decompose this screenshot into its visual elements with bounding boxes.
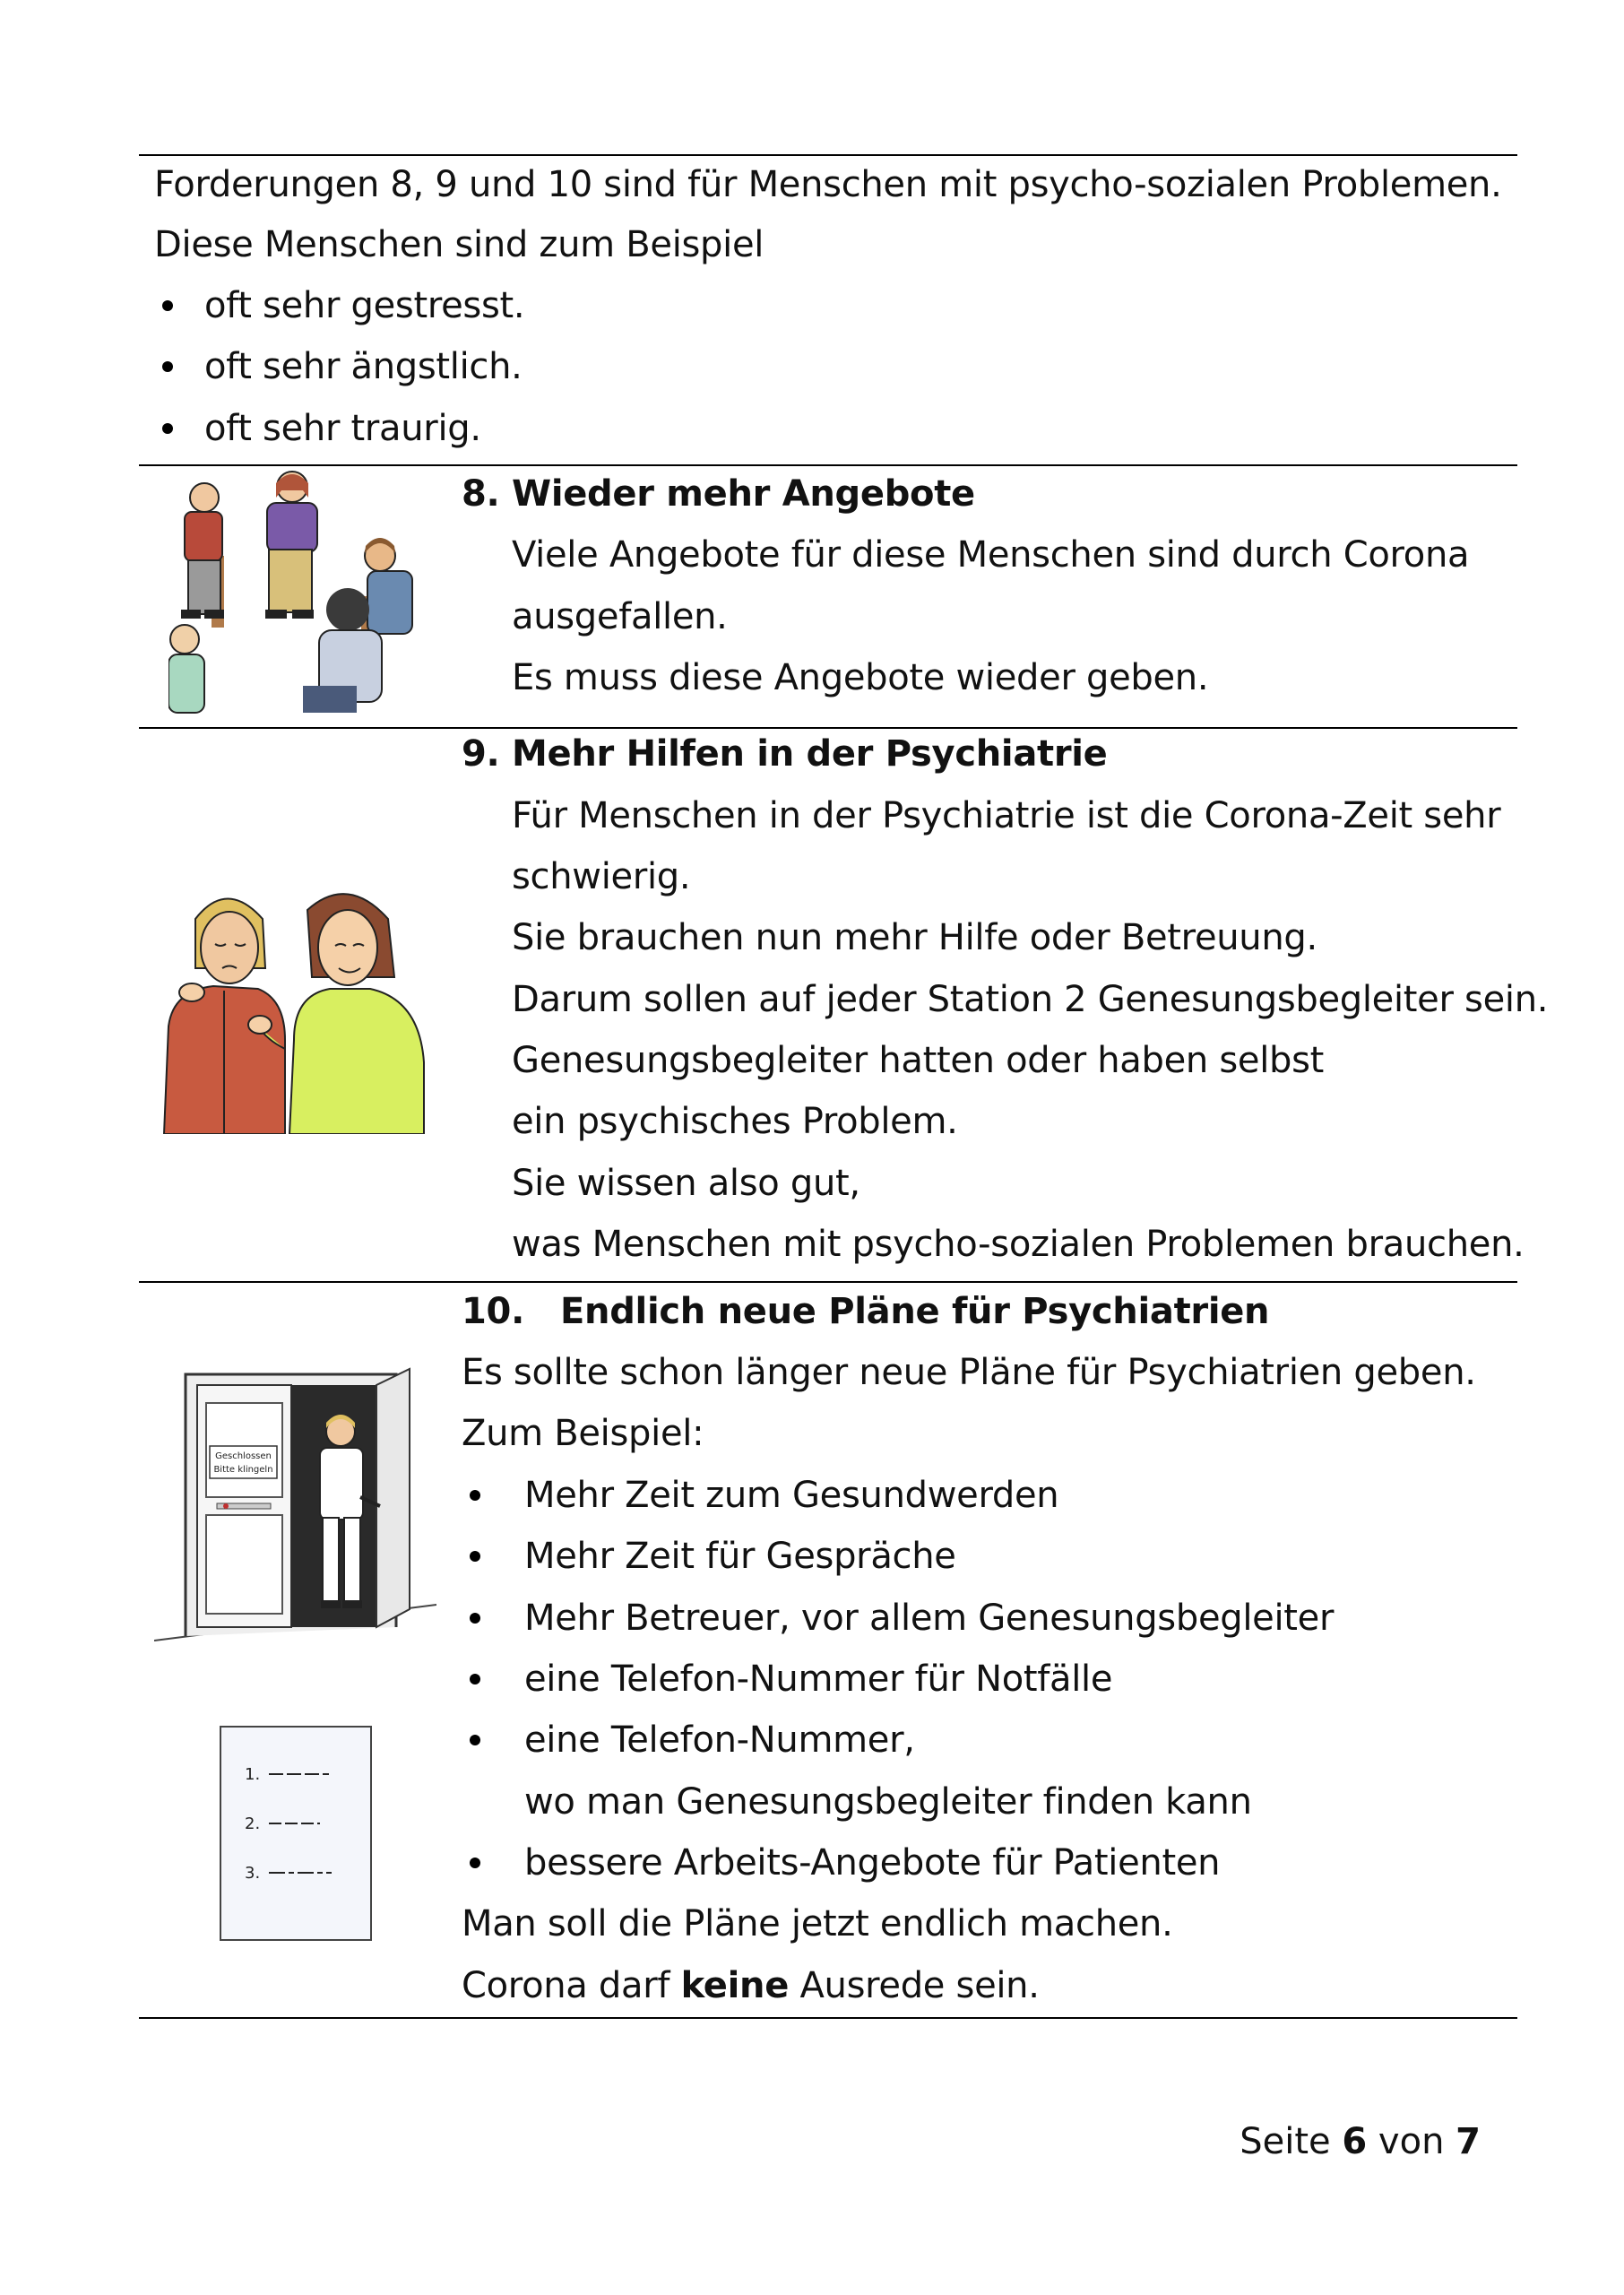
section-8-line-3: Es muss diese Angebote wieder geben.: [512, 657, 1209, 698]
section-10-line-2: Zum Beispiel:: [462, 1413, 704, 1454]
section-9-line-5: Genesungsbegleiter hatten oder haben selbst: [512, 1040, 1325, 1081]
bullet-dot: [470, 1735, 480, 1745]
numbered-list-illustration: [220, 1726, 372, 1941]
bullet-dot: [470, 1674, 480, 1684]
section-10-bullet-5: eine Telefon-Nummer,: [524, 1719, 915, 1761]
door-sign-line-2: Bitte klingeln: [213, 1465, 273, 1475]
section-10-bullet-5-continuation: wo man Genesungsbegleiter finden kann: [524, 1781, 1252, 1823]
list-item-3: 3.: [245, 1864, 261, 1883]
clinic-door-illustration: [154, 1367, 436, 1645]
current-page: 6: [1342, 2121, 1368, 2162]
bullet-dot: [470, 1858, 480, 1868]
section-9-line-8: was Menschen mit psycho-sozialen Problemen brauchen.: [512, 1224, 1525, 1265]
bullet-dot: [162, 300, 173, 311]
bullet-dot: [162, 423, 173, 434]
section-rule: [139, 464, 1517, 466]
top-rule: [139, 154, 1517, 156]
page-label: Seite: [1240, 2121, 1343, 2162]
section-9-title: Mehr Hilfen in der Psychiatrie: [512, 733, 1108, 775]
list-item-2: 2.: [245, 1814, 261, 1833]
section-8-title: Wieder mehr Angebote: [512, 473, 975, 515]
closing-2-post: Ausrede sein.: [789, 1965, 1040, 2006]
intro-bullet-3: oft sehr traurig.: [204, 408, 481, 449]
total-pages: 7: [1456, 2121, 1481, 2162]
bottom-rule: [139, 2017, 1517, 2019]
section-10-closing-2: [462, 1964, 1040, 2007]
section-10-bullet-3: Mehr Betreuer, vor allem Genesungsbegleiter: [524, 1598, 1335, 1639]
intro-bullet-2: oft sehr ängstlich.: [204, 346, 523, 387]
section-8-number: 8.: [462, 473, 500, 515]
intro-bullet-1: oft sehr gestresst.: [204, 285, 525, 326]
bullet-dot: [470, 1490, 480, 1501]
section-9-number: 9.: [462, 733, 500, 775]
section-10-closing-1: Man soll die Pläne jetzt endlich machen.: [462, 1903, 1173, 1944]
bullet-dot: [162, 361, 173, 372]
section-10-line-1: Es sollte schon länger neue Pläne für Psychiatrien geben.: [462, 1352, 1476, 1393]
closing-2-emphasis: keine: [680, 1965, 790, 2006]
closing-2-pre: Corona darf: [462, 1965, 681, 2006]
page-of: von: [1367, 2121, 1456, 2162]
section-9-line-6: ein psychisches Problem.: [512, 1101, 958, 1142]
intro-line-1: Forderungen 8, 9 und 10 sind für Menschen mit psycho-sozialen Problemen.: [154, 164, 1502, 205]
door-sign-line-1: Geschlossen: [215, 1451, 272, 1461]
section-9-line-2: schwierig.: [512, 856, 691, 897]
section-10-bullet-6: bessere Arbeits-Angebote für Patienten: [524, 1842, 1221, 1884]
section-10-bullet-4: eine Telefon-Nummer für Notfälle: [524, 1658, 1113, 1700]
support-group-illustration: [168, 471, 419, 717]
section-10-bullet-2: Mehr Zeit für Gespräche: [524, 1536, 956, 1577]
section-10-title: Endlich neue Pläne für Psychiatrien: [560, 1291, 1270, 1332]
section-9-line-1: Für Menschen in der Psychiatrie ist die Corona-Zeit sehr: [512, 795, 1501, 836]
page-number: [1240, 2120, 1481, 2163]
section-10-bullet-1: Mehr Zeit zum Gesundwerden: [524, 1475, 1059, 1516]
section-10-number: 10.: [462, 1291, 524, 1332]
section-rule: [139, 727, 1517, 729]
section-8-line-2: ausgefallen.: [512, 596, 728, 637]
bullet-dot: [470, 1613, 480, 1624]
section-9-line-7: Sie wissen also gut,: [512, 1163, 860, 1204]
bullet-dot: [470, 1551, 480, 1562]
list-item-1: 1.: [245, 1765, 261, 1784]
comforting-people-illustration: [160, 883, 428, 1134]
section-9-line-4: Darum sollen auf jeder Station 2 Genesungsbegleiter sein.: [512, 979, 1549, 1020]
section-rule: [139, 1281, 1517, 1283]
intro-line-2: Diese Menschen sind zum Beispiel: [154, 224, 764, 265]
section-8-line-1: Viele Angebote für diese Menschen sind durch Corona: [512, 534, 1470, 576]
section-9-line-3: Sie brauchen nun mehr Hilfe oder Betreuung.: [512, 917, 1317, 958]
